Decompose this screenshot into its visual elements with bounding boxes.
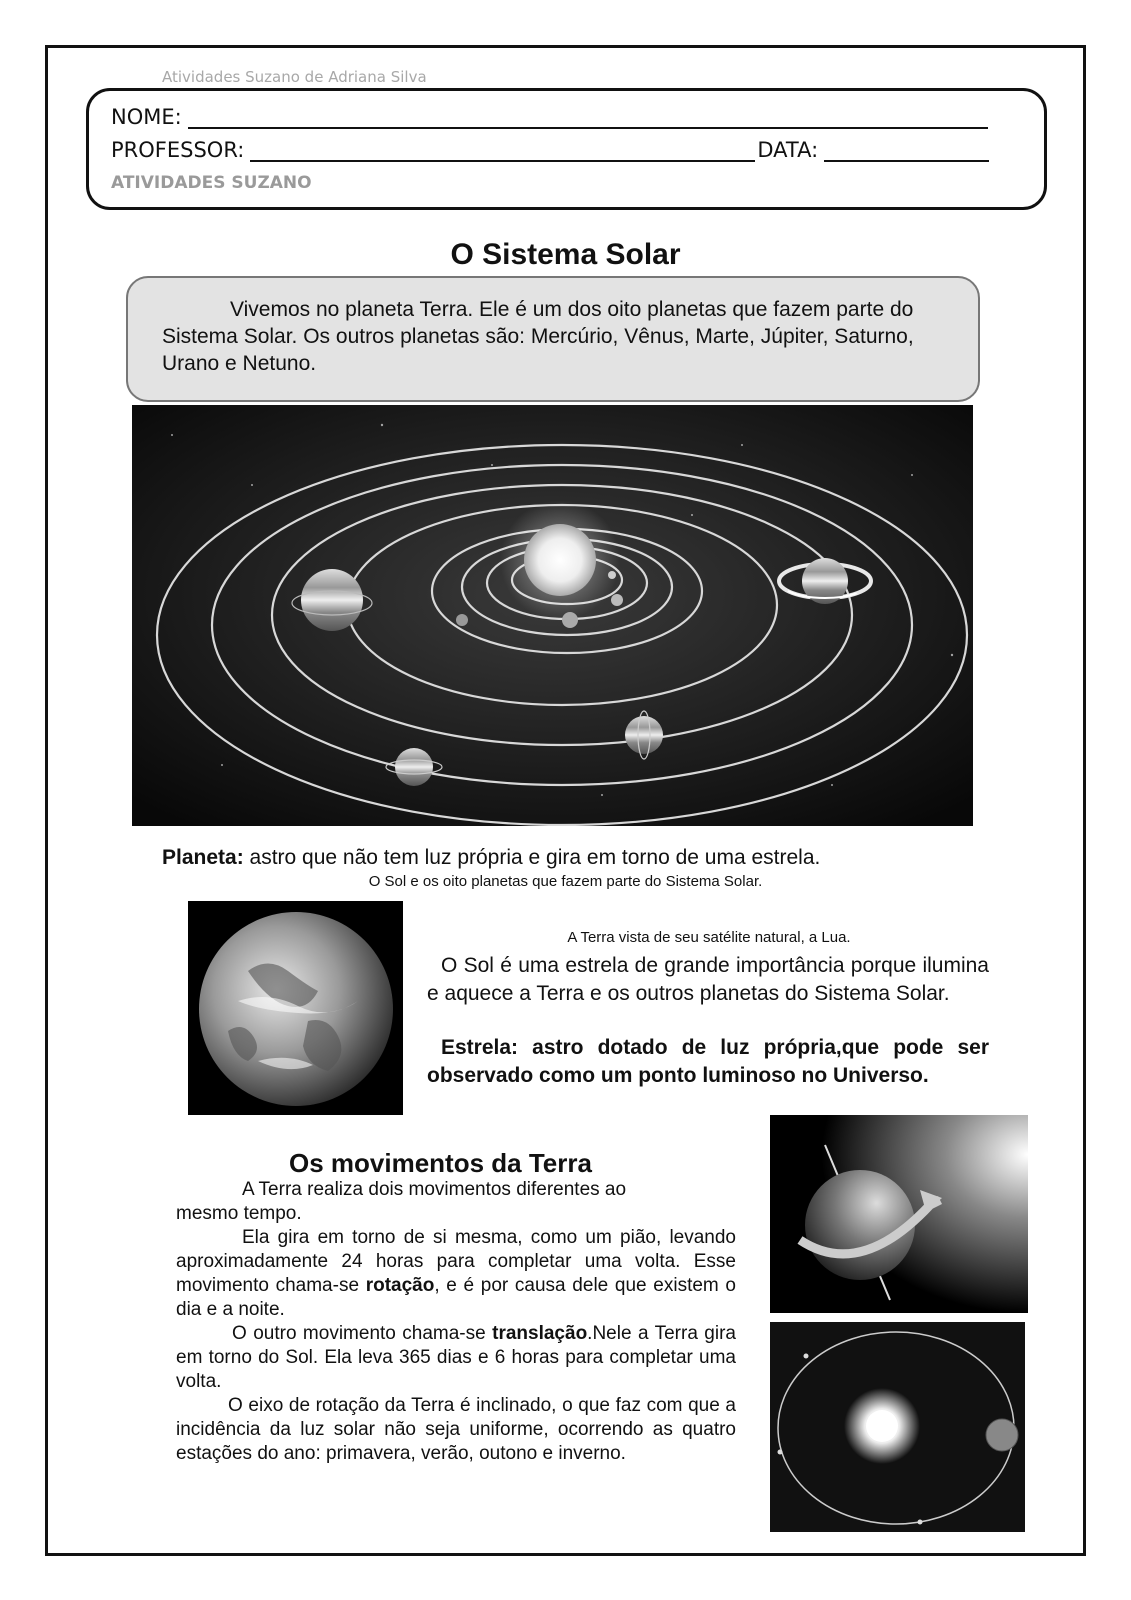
planeta-text: astro que não tem luz própria e gira em torno de uma estrela. [243, 846, 821, 869]
sol-paragraph: O Sol é uma estrela de grande importância porque ilumina e aquece a Terra e os outros planetas do Sistema Solar. [427, 954, 989, 1005]
professor-line [111, 138, 989, 162]
intro-text: Vivemos no planeta Terra. Ele é um dos oito planetas que fazem parte do Sistema Solar. Os outros planetas são: Mercúrio, Vênus, Marte, Júpiter, Saturno, Urano e Netuno. [126, 276, 980, 402]
translacao-term: translação [492, 1323, 588, 1344]
data-label: DATA: [757, 138, 819, 162]
earth-image [188, 901, 403, 1115]
p3-text-a: O outro movimento chama-se [232, 1323, 493, 1344]
p2-text-b: , e é por causa dele que existem o dia e a noite. [176, 1275, 736, 1320]
nome-field[interactable] [188, 107, 988, 129]
estrela-definition: Estrela: astro dotado de luz própria,que pode ser observado como um ponto luminoso no Universo. [427, 1036, 989, 1087]
movimentos-p3 [176, 1322, 736, 1394]
movimentos-p2 [176, 1226, 736, 1322]
movimentos-title: Os movimentos da Terra [289, 1148, 592, 1178]
nome-line [111, 105, 988, 129]
brand-label: ATIVIDADES SUZANO [111, 173, 312, 193]
professor-label: PROFESSOR: [111, 138, 245, 162]
p3-text-b: .Nele a Terra gira em torno do Sol. Ela leva 365 dias e 6 horas para completar uma volta. [176, 1323, 736, 1392]
p2-text-a: Ela gira em torno de si mesma, como um pião, levando aproximadamente 24 horas para completar uma volta. Esse movimento chama-se [176, 1227, 736, 1296]
movimentos-text [176, 1178, 736, 1466]
watermark: Atividades Suzano de Adriana Silva [162, 68, 427, 86]
movimentos-p4: O eixo de rotação da Terra é inclinado, o que faz com que a incidência da luz solar não seja uniforme, ocorrendo as quatro estações do ano: primavera, verão, outono e inverno. [176, 1395, 736, 1464]
planeta-definition [162, 846, 820, 870]
data-field[interactable] [824, 140, 989, 162]
solar-system-caption: O Sol e os oito planetas que fazem parte do Sistema Solar. [368, 873, 763, 890]
earth-caption: A Terra vista de seu satélite natural, a Lua. [567, 929, 851, 946]
planeta-term: Planeta: [162, 846, 244, 869]
solar-system-image [132, 405, 973, 826]
nome-label: NOME: [111, 105, 182, 129]
rotacao-term: rotação [365, 1275, 435, 1296]
movimentos-p1: A Terra realiza dois movimentos diferentes ao mesmo tempo. [176, 1179, 627, 1224]
translation-orbit-image [770, 1322, 1025, 1532]
rotation-image [770, 1115, 1028, 1313]
page-title: O Sistema Solar [450, 238, 681, 271]
professor-field[interactable] [250, 140, 755, 162]
student-info-box [86, 88, 1047, 210]
